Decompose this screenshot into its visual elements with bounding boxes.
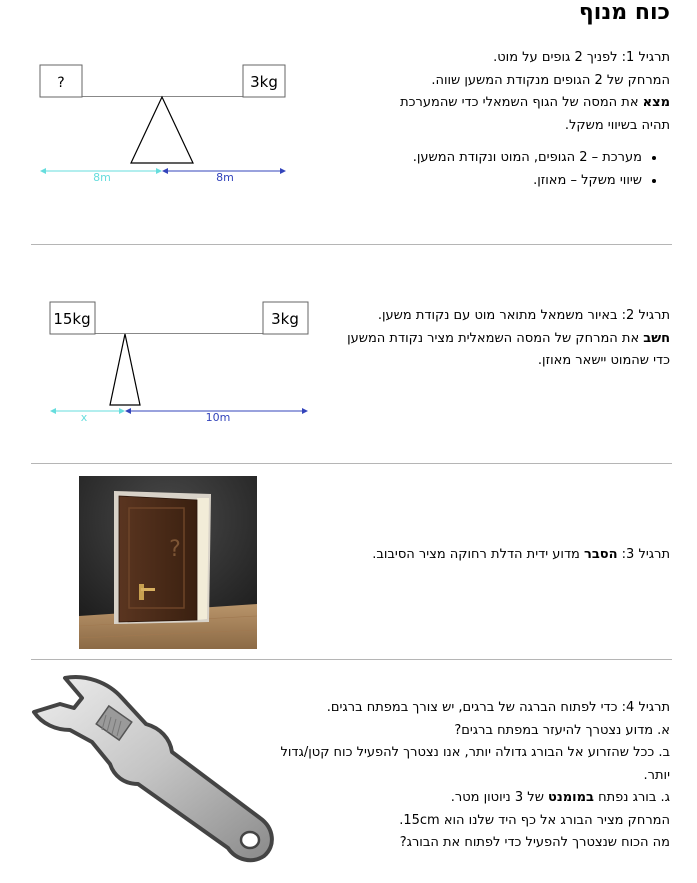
fulcrum-2 xyxy=(110,334,140,405)
divider xyxy=(31,244,672,245)
page-title: כוח מנוף xyxy=(578,0,670,25)
divider xyxy=(31,659,672,660)
door-image xyxy=(79,476,257,649)
exercise-1-bullets xyxy=(370,147,670,192)
exercise-3-text: תרגיל 3: הסבר מדוע ידית הדלת רחוקה מציר הסיבוב. xyxy=(372,547,670,562)
left-mass-label-2: 15kg xyxy=(53,310,91,328)
wrench-image xyxy=(20,668,280,868)
lever-diagram-2 xyxy=(40,295,320,430)
fulcrum-1 xyxy=(131,97,193,163)
divider xyxy=(31,463,672,464)
left-distance-label-2: x xyxy=(80,411,88,424)
list-item: • מערכת – 2 הגופים, המוט ונקודת המשען. xyxy=(370,147,642,170)
door-question-mark: ? xyxy=(169,537,181,562)
exercise-4-text: תרגיל 4: כדי לפתוח הברגה של ברגים, יש צורך במפתח ברגים. א. מדוע נצטרך להיעזר במפתח ברגים? ב. ככל שהזרוע אל הבורג גדולה יותר, אנו נצטרך להפעיל כוח קטן/גדול יותר. ג. בורג נפתח במומנט של 3 ניוטון מטר. המרחק מציר הבורג אל כף היד שלנו הוא 15cm. מה הכוח שנצטרך להפעיל כדי לפתוח את הבורג? xyxy=(280,700,670,850)
right-mass-label-1: 3kg xyxy=(250,73,278,91)
left-mass-label-1: ? xyxy=(57,75,65,91)
list-item: • שיווי משקל – מאוזן. xyxy=(370,170,642,193)
door-handle xyxy=(141,588,155,591)
lever-diagram-1 xyxy=(30,55,300,195)
right-distance-label-2: 10m xyxy=(205,411,231,424)
door-handle-plate xyxy=(139,584,144,600)
exercise-1-text: תרגיל 1: לפניך 2 גופים על מוט. המרחק של 2 הגופים מנקודת המשען שווה. מצא את המסה של הגוף השמאלי כדי שהמערכת תהיה בשיווי משקל. • מערכת – 2 הגופים, המוט ונקודת המשען. • שיווי משקל – מאוזן. xyxy=(370,47,670,192)
exercise-2-text: תרגיל 2: באיור משמאל מתואר מוט עם נקודת משען. חשב את המרחק של המסה השמאלית מציר נקודת המשען כדי שהמוט יישאר מאוזן. xyxy=(347,308,670,368)
right-mass-label-2: 3kg xyxy=(271,310,299,328)
right-distance-label-1: 8m xyxy=(216,171,234,184)
left-distance-label-1: 8m xyxy=(93,171,111,184)
